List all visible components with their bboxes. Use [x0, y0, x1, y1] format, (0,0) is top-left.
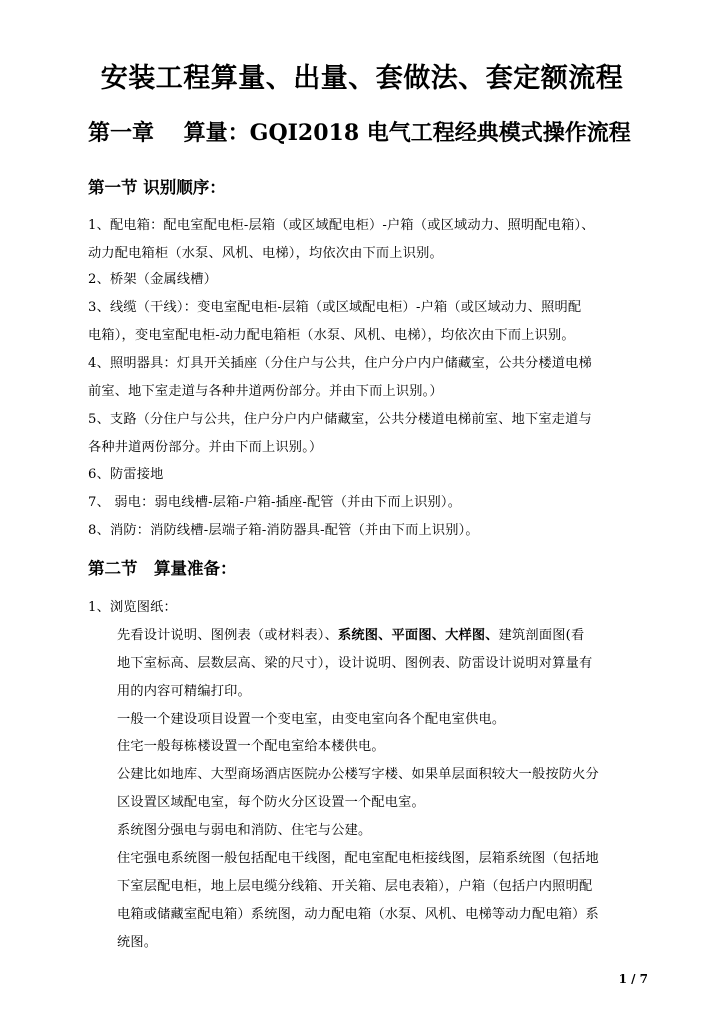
section-heading-2: 第二节 算量准备：: [88, 559, 237, 578]
paragraph-line: 4、照明器具：灯具开关插座（分住户与公共，住户分户内户储藏室，公共分楼道电梯: [88, 356, 592, 371]
paragraph-line: 住宅强电系统图一般包括配电干线图，配电室配电柜接线图，层箱系统图（包括地: [117, 851, 599, 866]
paragraph-line: 动力配电箱柜（水泵、风机、电梯），均依次由下而上识别。: [88, 246, 443, 261]
paragraph-line: 地下室标高、层数层高、梁的尺寸），设计说明、图例表、防雷设计说明对算量有: [117, 656, 593, 671]
page-number: 1 / 7: [618, 972, 648, 986]
paragraph-line: 前室、地下室走道与各种井道两份部分。并由下而上识别。）: [88, 384, 443, 399]
paragraph-line: 公建比如地库、大型商场酒店医院办公楼写字楼、如果单层面积较大一般按防火分: [117, 767, 599, 782]
paragraph-line: 统图。: [117, 935, 158, 950]
paragraph-line: 用的内容可精编打印。: [117, 684, 251, 699]
bold-text-run: 系统图、平面图、大样图、: [338, 628, 499, 643]
paragraph-line: 电箱或储藏室配电箱）系统图，动力配电箱（水泵、风机、电梯等动力配电箱）系: [117, 907, 599, 922]
paragraph-line: 1、配电箱：配电室配电柜-层箱（或区域配电柜）-户箱（或区域动力、照明配电箱）、: [88, 218, 595, 233]
paragraph-line: 7、 弱电：弱电线槽-层箱-户箱-插座-配管（并由下而上识别）。: [88, 495, 462, 510]
paragraph-line: 区设置区域配电室，每个防火分区设置一个配电室。: [117, 795, 425, 810]
paragraph-line: 一般一个建设项目设置一个变电室，由变电室向各个配电室供电。: [117, 712, 506, 727]
paragraph-line: 电箱），变电室配电柜-动力配电箱柜（水泵、风机、电梯），均依次由下而上识别。: [88, 328, 575, 343]
paragraph-line: 住宅一般每栋楼设置一个配电室给本楼供电。: [117, 739, 385, 754]
paragraph-line: 5、支路（分住户与公共，住户分户内户储藏室，公共分楼道电梯前室、地下室走道与: [88, 412, 592, 427]
paragraph-line: 6、防雷接地: [88, 467, 164, 482]
paragraph-line: 各种井道两份部分。并由下而上识别。）: [88, 440, 323, 455]
paragraph-line: [117, 624, 584, 643]
document-title: 安装工程算量、出量、套做法、套定额流程: [100, 63, 624, 94]
paragraph-line: 8、消防：消防线槽-层端子箱-消防器具-配管（并由下而上识别）。: [88, 523, 479, 538]
list-item-heading: 1、浏览图纸：: [88, 600, 177, 615]
paragraph-line: 2、桥架（金属线槽）: [88, 272, 218, 287]
text-run: 建筑剖面图(看: [498, 628, 585, 643]
section-heading-1: 第一节 识别顺序：: [88, 178, 226, 197]
chapter-heading: 第一章 算量：GQI2018 电气工程经典模式操作流程: [88, 120, 631, 146]
text-run: 先看设计说明、图例表（或材料表）、: [117, 628, 338, 643]
paragraph-line: 系统图分强电与弱电和消防、住宅与公建。: [117, 823, 372, 838]
paragraph-line: 下室层配电柜，地上层电缆分线箱、开关箱、层电表箱），户箱（包括户内照明配: [117, 879, 593, 894]
paragraph-line: 3、线缆（干线）：变电室配电柜-层箱（或区域配电柜）-户箱（或区域动力、照明配: [88, 300, 582, 315]
